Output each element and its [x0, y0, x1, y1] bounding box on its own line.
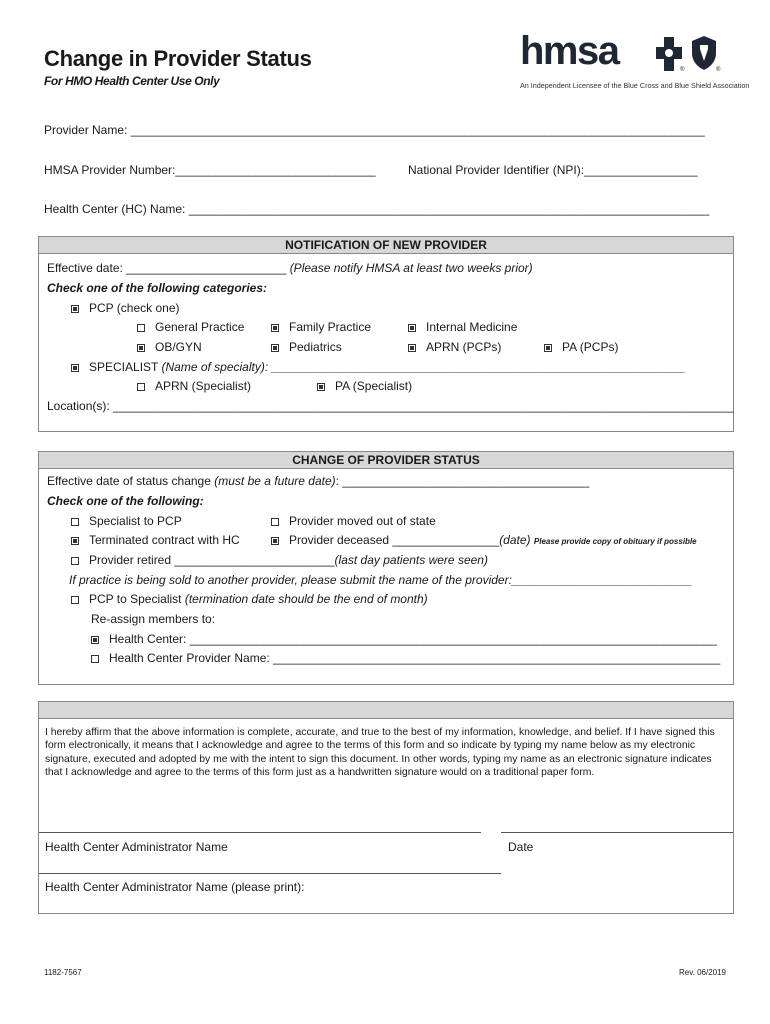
aprn-specialist-option[interactable]: [137, 379, 251, 393]
npi-field[interactable]: National Provider Identifier (NPI):_________________: [408, 163, 698, 177]
general-practice-label: General Practice: [155, 320, 245, 334]
logo-wordmark: hmsa: [520, 29, 619, 73]
blue-shield-icon: [691, 35, 717, 71]
new-effective-date-field[interactable]: Effective date: ________________________: [47, 261, 287, 275]
reassign-label: Re-assign members to:: [91, 612, 216, 626]
new-effective-note: (Please notify HMSA at least two weeks prior): [289, 261, 533, 275]
terminated-option[interactable]: [71, 533, 240, 547]
registered-mark-1: ®: [680, 67, 685, 73]
check-following-label: Check one of the following:: [47, 494, 204, 508]
obgyn-option[interactable]: [137, 340, 202, 354]
internal-medicine-checkbox[interactable]: [408, 324, 416, 332]
new-effective-date-row: [47, 261, 533, 275]
reassign-health-center-option[interactable]: [91, 632, 717, 646]
retired-note: (last day patients were seen): [334, 553, 488, 567]
specialty-name-field[interactable]: (Name of specialty): ______________________________________________________________: [161, 360, 686, 374]
pcp-to-specialist-label: PCP to Specialist: [89, 592, 182, 606]
provider-name-field[interactable]: Provider Name: ______________________________________________________________________________________: [44, 123, 705, 137]
new-provider-section: [38, 236, 734, 432]
blue-cross-icon: [656, 37, 685, 73]
specialist-to-pcp-label: Specialist to PCP: [89, 514, 182, 528]
pa-specialist-option[interactable]: [317, 379, 412, 393]
internal-medicine-option[interactable]: [408, 320, 517, 334]
reassign-provider-field[interactable]: Health Center Provider Name: ___________________________________________________________________: [109, 651, 721, 665]
obgyn-checkbox[interactable]: [137, 344, 145, 352]
health-center-name-field[interactable]: Health Center (HC) Name: ______________________________________________________________________________: [44, 202, 710, 216]
registered-mark-2: ®: [716, 67, 721, 73]
retired-checkbox[interactable]: [71, 557, 79, 565]
practice-sold-note: If practice is being sold to another provider, please submit the name of the provider:: [69, 573, 512, 587]
retired-field[interactable]: Provider retired ________________________: [89, 553, 335, 567]
pcp-to-specialist-option[interactable]: [71, 592, 428, 606]
status-change-heading: CHANGE OF PROVIDER STATUS: [39, 452, 733, 469]
reassign-health-center-field[interactable]: Health Center: _______________________________________________________________________________: [109, 632, 717, 646]
logo-tagline: An Independent Licensee of the Blue Cross and Blue Shield Association: [520, 81, 750, 90]
status-effective-date-note: (must be a future date): [214, 474, 336, 488]
obituary-note: Please provide copy of obituary if possible: [533, 537, 697, 546]
form-number: 1182-7567: [44, 968, 82, 977]
specialist-to-pcp-option[interactable]: [71, 514, 182, 528]
reassign-health-center-checkbox[interactable]: [91, 636, 99, 644]
deceased-option[interactable]: [271, 533, 697, 547]
pcp-to-specialist-checkbox[interactable]: [71, 596, 79, 604]
aprn-specialist-label: APRN (Specialist): [155, 379, 252, 393]
specialist-to-pcp-checkbox[interactable]: [71, 518, 79, 526]
date-line[interactable]: [501, 832, 733, 833]
practice-sold-field[interactable]: ___________________________: [511, 573, 693, 587]
locations-field[interactable]: Location(s): _____________________________________________________________________________________________: [47, 399, 734, 413]
family-practice-checkbox[interactable]: [271, 324, 279, 332]
obgyn-label: OB/GYN: [155, 340, 202, 354]
deceased-checkbox[interactable]: [271, 537, 279, 545]
admin-print-line[interactable]: [39, 873, 501, 874]
status-change-section: [38, 451, 734, 685]
specialist-option[interactable]: [71, 360, 685, 374]
pcp-label: PCP (check one): [89, 301, 180, 315]
specialist-label: SPECIALIST: [89, 360, 159, 374]
check-categories-label: Check one of the following categories:: [47, 281, 268, 295]
moved-out-checkbox[interactable]: [271, 518, 279, 526]
reassign-provider-checkbox[interactable]: [91, 655, 99, 663]
pcp-checkbox[interactable]: [71, 305, 79, 313]
admin-print-label: Health Center Administrator Name (please print):: [45, 880, 305, 894]
general-practice-option[interactable]: [137, 320, 244, 334]
aprn-pcps-checkbox[interactable]: [408, 344, 416, 352]
new-provider-heading: NOTIFICATION OF NEW PROVIDER: [39, 237, 733, 254]
deceased-date-label: (date): [499, 533, 531, 547]
status-effective-date-line[interactable]: : _____________________________________: [335, 474, 590, 488]
signature-heading: [39, 702, 733, 719]
signature-section: [38, 701, 734, 914]
admin-signature-line[interactable]: [39, 832, 481, 833]
reassign-provider-option[interactable]: [91, 651, 720, 665]
status-effective-date-label: Effective date of status change: [47, 474, 211, 488]
admin-name-label: Health Center Administrator Name: [45, 840, 228, 854]
deceased-field[interactable]: Provider deceased ________________: [289, 533, 500, 547]
terminated-checkbox[interactable]: [71, 537, 79, 545]
moved-out-option[interactable]: [271, 514, 436, 528]
retired-option[interactable]: [71, 553, 488, 567]
terminated-label: Terminated contract with HC: [89, 533, 240, 547]
family-practice-label: Family Practice: [289, 320, 372, 334]
hmsa-logo: [516, 29, 750, 93]
aprn-pcps-label: APRN (PCPs): [426, 340, 502, 354]
pa-specialist-checkbox[interactable]: [317, 383, 325, 391]
internal-medicine-label: Internal Medicine: [426, 320, 518, 334]
pa-pcps-checkbox[interactable]: [544, 344, 552, 352]
family-practice-option[interactable]: [271, 320, 371, 334]
pcp-option[interactable]: [71, 301, 180, 315]
revision-date: Rev. 06/2019: [679, 968, 726, 977]
pediatrics-checkbox[interactable]: [271, 344, 279, 352]
general-practice-checkbox[interactable]: [137, 324, 145, 332]
date-label: Date: [508, 840, 534, 854]
hmsa-provider-number-field[interactable]: HMSA Provider Number:______________________________: [44, 163, 376, 177]
status-effective-date-row[interactable]: [47, 474, 589, 488]
affirmation-text: I hereby affirm that the above information is complete, accurate, and true to the best of my information, knowledge, and belief. If I have signed this form electronically, it means that I acknowledge and agree to the terms of this form and so indicate by typing my name below as my electronic signature, executed and adopted by me with the intent to sign this document. In other words, typing my name as an electronic signature indicates that I acknowledge and agree to the terms of this form just as a handwritten signature would on a traditional paper form.: [45, 727, 715, 778]
pa-pcps-label: PA (PCPs): [562, 340, 619, 354]
aprn-specialist-checkbox[interactable]: [137, 383, 145, 391]
pediatrics-label: Pediatrics: [289, 340, 342, 354]
practice-sold-row[interactable]: [69, 573, 692, 587]
pa-pcps-option[interactable]: [544, 340, 618, 354]
aprn-pcps-option[interactable]: [408, 340, 501, 354]
pcp-to-specialist-note: (termination date should be the end of month): [184, 592, 428, 606]
specialist-checkbox[interactable]: [71, 364, 79, 372]
moved-out-label: Provider moved out of state: [289, 514, 436, 528]
form-title: Change in Provider Status: [44, 46, 312, 71]
pediatrics-option[interactable]: [271, 340, 342, 354]
form-subtitle: For HMO Health Center Use Only: [44, 74, 220, 88]
pa-specialist-label: PA (Specialist): [335, 379, 413, 393]
